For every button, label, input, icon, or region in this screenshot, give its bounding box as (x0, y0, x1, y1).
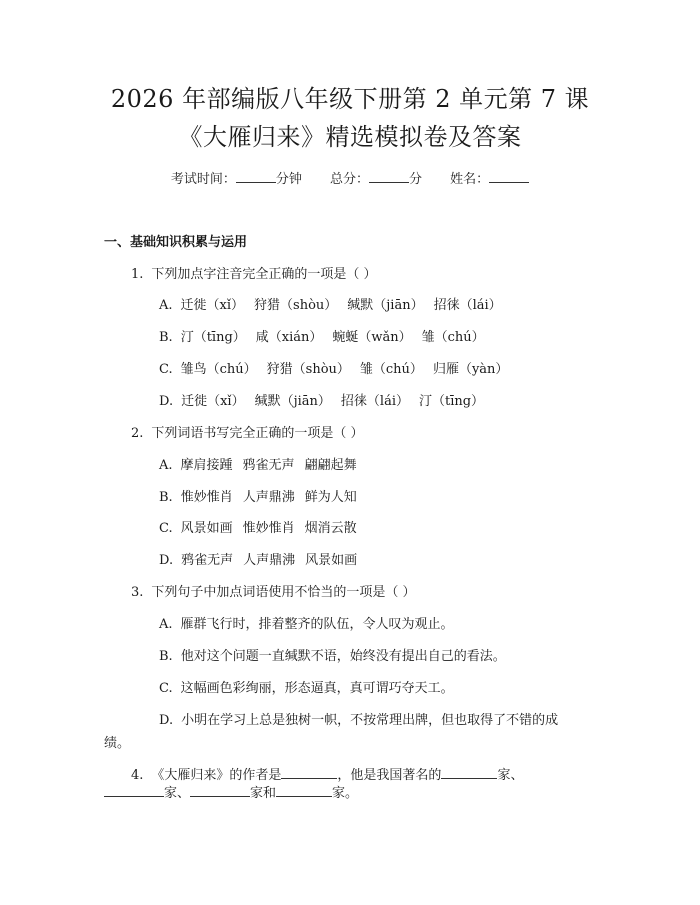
total-score-blank (369, 169, 409, 183)
option-word: 惟妙惟肖 (242, 521, 295, 536)
question-text: ，他是我国著名的 (337, 768, 442, 783)
option-letter: D. (159, 553, 174, 568)
option-word: 招徕（lái） (340, 394, 409, 409)
student-name-blank (489, 169, 529, 183)
question-text: 《大雁归来》的作者是 (151, 768, 282, 783)
option-word: 汀（tīng） (418, 394, 485, 409)
option-letter: C. (159, 362, 173, 377)
profession-blank-1[interactable] (441, 765, 497, 779)
page-title-line2: 《大雁归来》精选模拟卷及答案 (178, 123, 522, 151)
option-word: 人声鼎沸 (243, 553, 296, 568)
option-word: 鸦雀无声 (181, 553, 234, 568)
option-word: 翩翩起舞 (304, 458, 357, 473)
option-word: 鸦雀无声 (242, 458, 295, 473)
option-word: 咸（xián） (255, 330, 323, 345)
question-number: 4. (131, 768, 144, 783)
option-word: 狩猎（shòu） (254, 298, 338, 313)
q3-option-a (159, 613, 454, 632)
q1-option-b (159, 326, 495, 345)
question-number: 3. (131, 585, 144, 600)
option-word: 迁徙（xǐ） (181, 394, 245, 409)
total-score-label: 总分： (329, 172, 369, 187)
q3-option-b (159, 645, 506, 664)
question-text: 下列句子中加点词语使用不恰当的一项是（ ） (151, 585, 416, 600)
author-blank[interactable] (281, 765, 337, 779)
q1-option-a (159, 294, 512, 313)
option-word: 人声鼎沸 (242, 490, 295, 505)
question-1 (131, 263, 377, 282)
q2-option-c (159, 517, 367, 536)
q3-option-d (159, 709, 558, 728)
option-letter: D. (159, 394, 174, 409)
option-word: 雏鸟（chú） (180, 362, 257, 377)
q3-option-d-continued: 绩。 (104, 736, 131, 751)
profession-blank-4[interactable] (276, 783, 332, 797)
option-letter: A. (159, 298, 173, 313)
option-word: 汀（tīng） (180, 330, 246, 345)
option-word: 风景如画 (305, 553, 358, 568)
q1-option-d (159, 390, 494, 409)
option-text: 他对这个问题一直缄默不语，始终没有提出自己的看法。 (180, 649, 506, 664)
option-word: 招徕（lái） (433, 298, 502, 313)
option-word: 雏（chú） (359, 362, 423, 377)
q2-option-a (159, 454, 367, 473)
profession-blank-2[interactable] (104, 783, 164, 797)
question-text: 家和 (250, 786, 277, 801)
option-word: 归雁（yàn） (432, 362, 509, 377)
exam-time (171, 168, 302, 187)
option-text: 雁群飞行时，排着整齐的队伍，令人叹为观止。 (180, 617, 454, 632)
option-word: 狩猎（shòu） (266, 362, 350, 377)
option-text: 小明在学习上总是独树一帜，不按常理出牌，但也取得了不错的成 (181, 713, 559, 728)
question-4-continued (104, 782, 358, 801)
student-name-label: 姓名： (450, 172, 490, 187)
exam-time-unit: 分钟 (275, 172, 302, 187)
question-text: 家、 (497, 768, 524, 783)
question-2 (131, 422, 364, 441)
option-letter: D. (159, 713, 174, 728)
question-text: 下列加点字注音完全正确的一项是（ ） (151, 267, 377, 282)
option-word: 摩肩接踵 (180, 458, 233, 473)
option-letter: B. (159, 490, 173, 505)
question-number: 1. (131, 267, 144, 282)
option-text: 这幅画色彩绚丽，形态逼真，真可谓巧夺天工。 (180, 681, 454, 696)
exam-time-blank (236, 169, 276, 183)
option-word: 惟妙惟肖 (180, 490, 233, 505)
option-word: 鲜为人知 (304, 490, 357, 505)
option-word: 蜿蜒（wǎn） (332, 330, 412, 345)
option-word: 迁徙（xǐ） (180, 298, 245, 313)
option-letter: C. (159, 681, 173, 696)
question-3 (131, 581, 416, 600)
question-text: 下列词语书写完全正确的一项是（ ） (151, 426, 364, 441)
question-text: 家、 (164, 786, 191, 801)
exam-meta (0, 168, 700, 187)
student-name (450, 168, 529, 187)
question-4 (131, 764, 523, 783)
option-word: 风景如画 (180, 521, 233, 536)
question-number: 2. (131, 426, 144, 441)
option-letter: A. (159, 458, 173, 473)
q2-option-b (159, 486, 367, 505)
option-word: 缄默（jiān） (254, 394, 331, 409)
profession-blank-3[interactable] (190, 783, 250, 797)
option-letter: B. (159, 330, 173, 345)
option-word: 雏（chú） (421, 330, 485, 345)
question-text: 家。 (332, 786, 359, 801)
option-letter: B. (159, 649, 173, 664)
total-score (330, 168, 422, 187)
q3-option-c (159, 677, 454, 696)
total-score-unit: 分 (409, 172, 423, 187)
q2-option-d (159, 549, 367, 568)
option-letter: A. (159, 617, 173, 632)
exam-time-label: 考试时间： (170, 172, 236, 187)
option-letter: C. (159, 521, 173, 536)
option-word: 烟消云散 (304, 521, 357, 536)
section-title: 一、基础知识积累与运用 (104, 235, 248, 250)
option-word: 缄默（jiān） (347, 298, 424, 313)
page-title-line1: 2026 年部编版八年级下册第 2 单元第 7 课 (110, 85, 590, 113)
q1-option-c (159, 358, 518, 377)
